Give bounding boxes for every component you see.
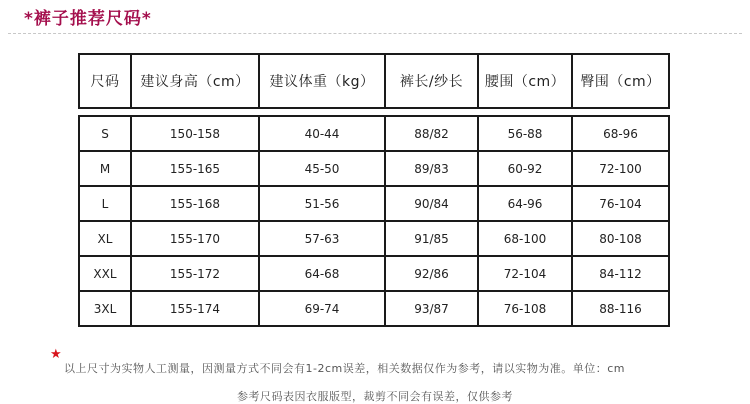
- column-header-size: 尺码: [79, 54, 131, 108]
- cell-length: 88/82: [385, 116, 478, 151]
- gap-cell: [79, 108, 669, 116]
- cell-weight: 40-44: [259, 116, 385, 151]
- cell-weight: 51-56: [259, 186, 385, 221]
- cell-size: L: [79, 186, 131, 221]
- cell-hip: 84-112: [572, 256, 669, 291]
- table-row: [79, 291, 669, 326]
- column-header-waist: 腰围（cm）: [478, 54, 572, 108]
- table-row: [79, 116, 669, 151]
- cell-waist: 64-96: [478, 186, 572, 221]
- cell-size: M: [79, 151, 131, 186]
- cell-hip: 76-104: [572, 186, 669, 221]
- cell-weight: 64-68: [259, 256, 385, 291]
- cell-size: XXL: [79, 256, 131, 291]
- table-row: [79, 186, 669, 221]
- page-header: [0, 0, 750, 36]
- table-row: [79, 221, 669, 256]
- column-header-length: 裤长/纱长: [385, 54, 478, 108]
- cell-waist: 56-88: [478, 116, 572, 151]
- page-title: *裤子推荐尺码*: [24, 9, 152, 29]
- cell-hip: 80-108: [572, 221, 669, 256]
- cell-weight: 69-74: [259, 291, 385, 326]
- column-header-hip: 臀围（cm）: [572, 54, 669, 108]
- cell-hip: 72-100: [572, 151, 669, 186]
- cell-waist: 60-92: [478, 151, 572, 186]
- cell-length: 89/83: [385, 151, 478, 186]
- star-icon: ★: [50, 347, 62, 362]
- cell-height: 155-168: [131, 186, 259, 221]
- cell-weight: 45-50: [259, 151, 385, 186]
- cell-length: 90/84: [385, 186, 478, 221]
- reference-note: 参考尺码表因衣服版型，裁剪不同会有误差，仅供参考: [237, 390, 513, 403]
- cell-length: 93/87: [385, 291, 478, 326]
- cell-height: 155-170: [131, 221, 259, 256]
- cell-height: 155-165: [131, 151, 259, 186]
- cell-size: S: [79, 116, 131, 151]
- cell-height: 155-174: [131, 291, 259, 326]
- cell-size: 3XL: [79, 291, 131, 326]
- cell-waist: 72-104: [478, 256, 572, 291]
- cell-height: 150-158: [131, 116, 259, 151]
- cell-length: 92/86: [385, 256, 478, 291]
- cell-hip: 68-96: [572, 116, 669, 151]
- header-gap: [79, 108, 669, 116]
- cell-size: XL: [79, 221, 131, 256]
- cell-hip: 88-116: [572, 291, 669, 326]
- cell-waist: 68-100: [478, 221, 572, 256]
- size-chart-table: [78, 53, 670, 327]
- cell-weight: 57-63: [259, 221, 385, 256]
- table-row: [79, 256, 669, 291]
- cell-height: 155-172: [131, 256, 259, 291]
- table-row: [79, 151, 669, 186]
- measurement-note: 以上尺寸为实物人工测量，因测量方式不同会有1-2cm误差，相关数据仅作为参考，请以实物为准。单位：cm: [64, 362, 625, 375]
- table-header-row: [79, 54, 669, 108]
- cell-length: 91/85: [385, 221, 478, 256]
- column-header-weight: 建议体重（kg）: [259, 54, 385, 108]
- column-header-height: 建议身高（cm）: [131, 54, 259, 108]
- cell-waist: 76-108: [478, 291, 572, 326]
- title-divider: [8, 33, 742, 34]
